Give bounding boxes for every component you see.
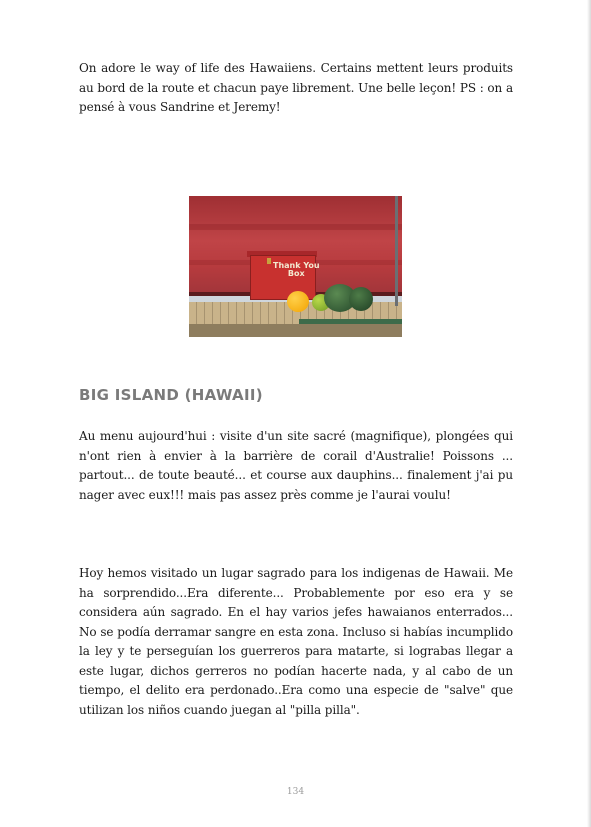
french-paragraph: Au menu aujourd'hui : visite d'un site sacré (magnifique), plongées qui n'ont rien à envier à la barrière de corail d'Australie! Poissons ... partout... de toute beauté... et course aux dauphins... finalement j'ai pu nager avec eux!!! mais pas assez près comme je l'aurai voulu!	[79, 429, 513, 502]
page-number: 134	[286, 787, 305, 797]
lock-icon	[267, 258, 271, 264]
spanish-paragraph: Hoy hemos visitado un lugar sagrado para los indigenas de Hawaii. Me ha sorprendido...Era diferente... Probablemente por eso era y se considera aún sagrado. En el hay varios jefes hawaianos enterrados... No se podía derramar sangre en esta zona. Incluso si habías incumplido la ley y te perseguían los guerreros para matarte, si lograbas llegar a este lugar, dichos gerreros no podían hacerte nada, y al cabo de un tiempo, el delito era perdonado..Era como una especie de "salve" que utilizan los niños cuando juegan al "pilla pilla".	[79, 566, 513, 717]
tent-pole	[395, 196, 398, 306]
honesty-box-photo	[189, 196, 402, 337]
box-label: Thank You Box	[273, 261, 320, 278]
intro-paragraph: On adore le way of life des Hawaiiens. Certains mettent leurs produits au bord de la route et chacun paye librement. Une belle leçon! PS : on a pensé à vous Sandrine et Jeremy!	[79, 61, 513, 114]
page-edge-shadow	[587, 0, 591, 827]
section-heading: BIG ISLAND (HAWAII)	[79, 386, 263, 404]
melon-fruit	[349, 287, 373, 311]
orange-fruit	[287, 291, 309, 312]
